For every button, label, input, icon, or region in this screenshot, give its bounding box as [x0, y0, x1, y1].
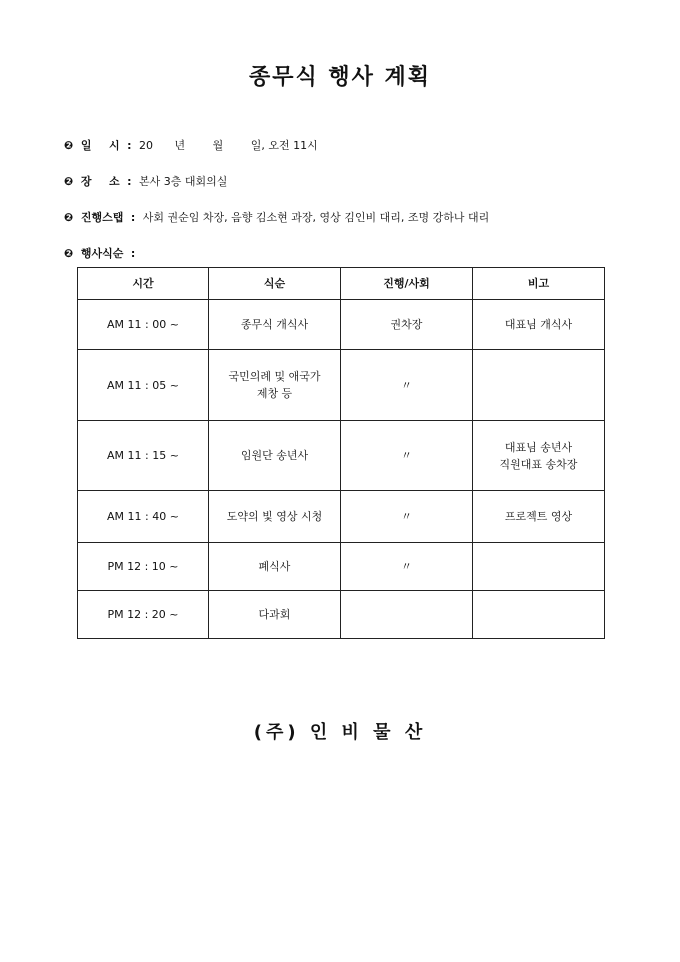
- staff-label: 진행스탭: [80, 211, 124, 224]
- table-row: [78, 421, 605, 491]
- table-row: [78, 591, 605, 639]
- place-colon: :: [127, 175, 132, 188]
- cell-order: [209, 300, 341, 350]
- cell-order: [209, 491, 341, 543]
- cell-note: [473, 543, 605, 591]
- cell-note-line2: 직원대표 송차장: [499, 457, 578, 471]
- cell-note-line1: 대표님 개식사: [504, 318, 573, 331]
- place-label-a: 장: [80, 175, 92, 188]
- table-header-row: [78, 268, 605, 300]
- date-colon: :: [127, 139, 132, 152]
- cell-order: [209, 543, 341, 591]
- cell-host: 권차장: [341, 300, 473, 350]
- order-colon: :: [130, 247, 136, 260]
- bullet-icon: ❷: [64, 211, 74, 224]
- table-row: [78, 300, 605, 350]
- date-label-a: 일: [80, 139, 92, 152]
- cell-host: 〃: [341, 350, 473, 421]
- cell-order-line1: 도약의 빛 영상 시청: [226, 510, 323, 523]
- cell-order: [209, 421, 341, 491]
- cell-order: [209, 350, 341, 421]
- cell-order: [209, 591, 341, 639]
- place-label-b: 소: [108, 175, 120, 188]
- date-label-b: 시: [108, 139, 120, 152]
- staff-colon: :: [130, 211, 136, 224]
- info-date: [64, 137, 318, 153]
- cell-time: AM 11 : 40 ~: [78, 491, 209, 543]
- date-day-time: 일, 오전 11시: [250, 139, 318, 152]
- cell-note: [473, 421, 605, 491]
- document-title: 종무식 행사 계획: [248, 65, 432, 90]
- cell-order-line1: 임원단 송년사: [240, 449, 309, 462]
- bullet-icon: ❷: [64, 139, 74, 152]
- table-row: [78, 491, 605, 543]
- date-year: 20: [139, 139, 154, 152]
- cell-order-line1: 다과회: [258, 608, 291, 621]
- cell-order-line1: 종무식 개식사: [240, 318, 309, 331]
- company-name: (주) 인 비 물 산: [253, 722, 427, 743]
- cell-order-line1: 폐식사: [258, 560, 291, 573]
- header-time: 시간: [78, 268, 209, 300]
- header-order: 식순: [209, 268, 341, 300]
- order-label: 행사식순: [80, 247, 124, 260]
- table-row: [78, 350, 605, 421]
- cell-note-line1: 대표님 송년사: [504, 440, 573, 454]
- cell-note-line1: 프로젝트 영상: [504, 510, 573, 523]
- schedule-table: [77, 267, 605, 639]
- cell-order-line2: 제창 등: [256, 387, 293, 400]
- cell-time: AM 11 : 05 ~: [78, 350, 209, 421]
- info-order: [64, 245, 139, 261]
- cell-note: [473, 350, 605, 421]
- cell-note: [473, 591, 605, 639]
- cell-note: [473, 491, 605, 543]
- cell-host: [341, 591, 473, 639]
- date-year-unit: 년: [174, 139, 186, 152]
- staff-value: 사회 권순임 차장, 음향 김소현 과장, 영상 김인비 대리, 조명 강하나 대리: [142, 211, 490, 224]
- cell-order-line1: 국민의례 및 애국가: [228, 370, 321, 383]
- cell-time: PM 12 : 20 ~: [78, 591, 209, 639]
- info-staff: [64, 209, 489, 225]
- date-month-unit: 월: [212, 139, 224, 152]
- bullet-icon: ❷: [64, 247, 74, 260]
- header-note: 비고: [473, 268, 605, 300]
- cell-time: AM 11 : 00 ~: [78, 300, 209, 350]
- cell-host: 〃: [341, 421, 473, 491]
- cell-host: 〃: [341, 491, 473, 543]
- cell-time: AM 11 : 15 ~: [78, 421, 209, 491]
- header-host: 진행/사회: [341, 268, 473, 300]
- bullet-icon: ❷: [64, 175, 74, 188]
- place-value: 본사 3층 대회의실: [139, 175, 228, 188]
- cell-host: 〃: [341, 543, 473, 591]
- table-row: [78, 543, 605, 591]
- cell-note: [473, 300, 605, 350]
- cell-time: PM 12 : 10 ~: [78, 543, 209, 591]
- info-place: [64, 173, 227, 189]
